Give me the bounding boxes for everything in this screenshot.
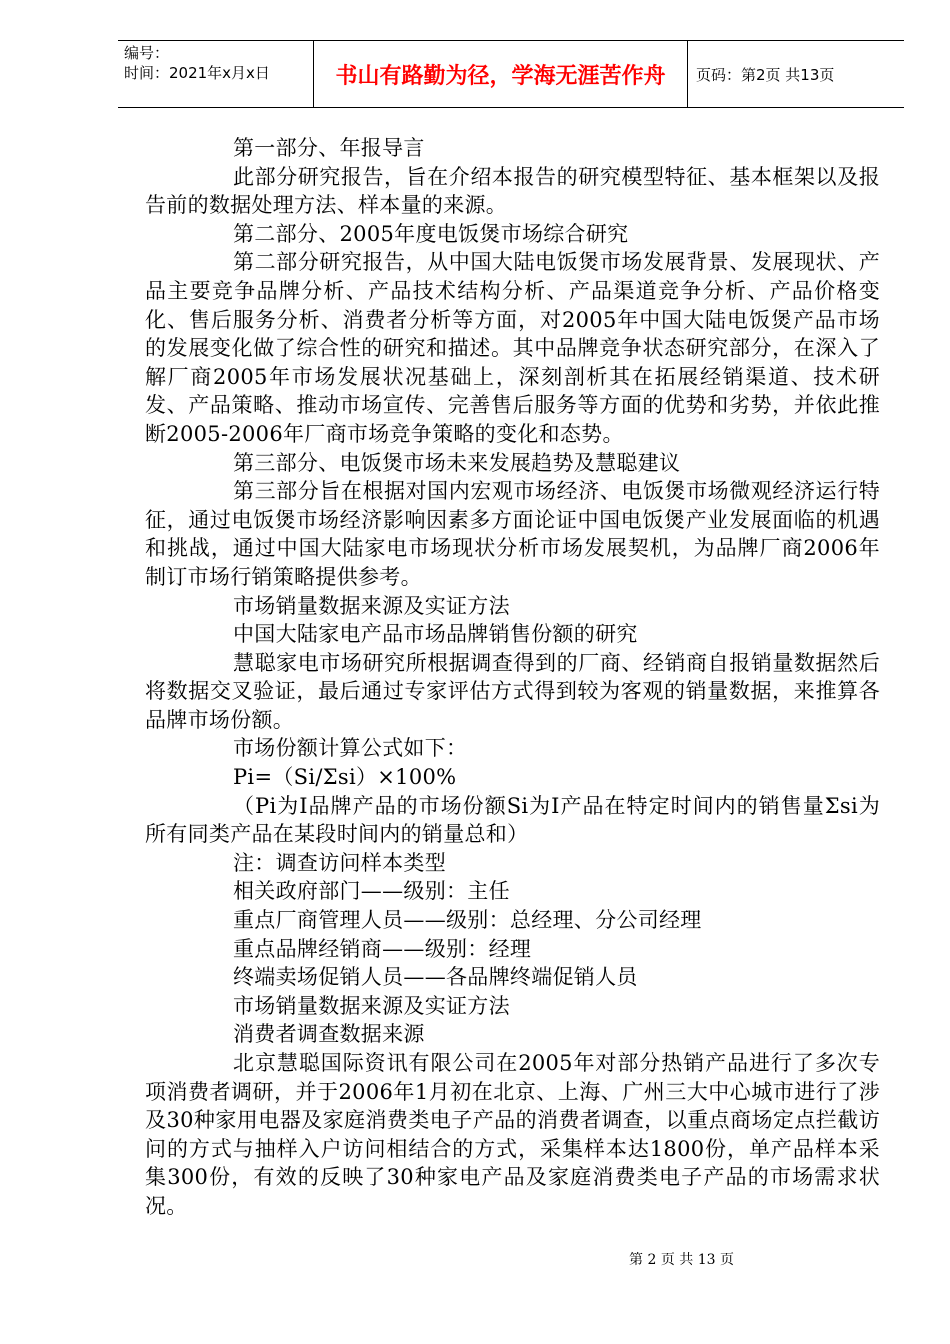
paragraph: （Pi为I品牌产品的市场份额Si为I产品在特定时间内的销售量Σsi为所有同类产品在某段时间内的销量总和） xyxy=(145,793,880,847)
paragraph: 第二部分研究报告，从中国大陆电饭煲市场发展背景、发展现状、产品主要竞争品牌分析、产品技术结构分析、产品渠道竞争分析、产品价格变化、售后服务分析、消费者分析等方面，对2005年中国大陆电饭煲产品市场的发展变化做了综合性的研究和描述。其中品牌竞争状态研究部分，在深入了解厂商2005年市场发展状况基础上，深刻剖析其在拓展经销渠道、技术研发、产品策略、推动市场宣传、完善售后服务等方面的优势和劣势，并依此推断2005-2006年厂商市场竞争策略的变化和态势。 xyxy=(145,250,880,446)
paragraph: 第二部分、2005年度电饭煲市场综合研究 xyxy=(233,221,629,246)
document-time-label: 时间：2021年x月x日 xyxy=(124,64,270,82)
paragraph: 市场销量数据来源及实证方法 xyxy=(233,993,510,1018)
page-footer: 第 2 页 共 13 页 xyxy=(629,1252,734,1268)
header-motto: 书山有路勤为径，学海无涯苦作舟 xyxy=(314,41,688,107)
paragraph: 消费者调查数据来源 xyxy=(233,1022,425,1047)
paragraph: 重点品牌经销商——级别：经理 xyxy=(233,936,532,961)
formula: Pi=（Si/Σsi）×100% xyxy=(233,765,457,790)
header-meta-cell xyxy=(118,41,314,107)
paragraph: 北京慧聪国际资讯有限公司在2005年对部分热销产品进行了多次专项消费者调研，并于2006年1月初在北京、上海、广州三大中心城市进行了涉及30种家用电器及家庭消费类电子产品的消费者调查，以重点商场定点拦截访问的方式与抽样入户访问相结合的方式，采集样本达1800份，单产品样本采集300份，有效的反映了30种家电产品及家庭消费类电子产品的市场需求状况。 xyxy=(145,1051,880,1218)
paragraph: 相关政府部门——级别：主任 xyxy=(233,879,510,904)
paragraph: 终端卖场促销人员——各品牌终端促销人员 xyxy=(233,965,638,990)
paragraph: 第三部分旨在根据对国内宏观市场经济、电饭煲市场微观经济运行特征，通过电饭煲市场经济影响因素多方面论证中国电饭煲产业发展面临的机遇和挑战，通过中国大陆家电市场现状分析市场发展契机，为品牌厂商2006年制订市场行销策略提供参考。 xyxy=(145,479,880,589)
paragraph: 市场销量数据来源及实证方法 xyxy=(233,593,510,618)
document-body xyxy=(145,134,880,1221)
paragraph: 第三部分、电饭煲市场未来发展趋势及慧聪建议 xyxy=(233,450,681,475)
paragraph: 中国大陆家电产品市场品牌销售份额的研究 xyxy=(233,622,638,647)
paragraph: 市场份额计算公式如下： xyxy=(233,736,468,761)
paragraph: 注：调查访问样本类型 xyxy=(233,850,446,875)
paragraph: 重点厂商管理人员——级别：总经理、分公司经理 xyxy=(233,908,702,933)
paragraph: 此部分研究报告，旨在介绍本报告的研究模型特征、基本框架以及报告前的数据处理方法、样本量的来源。 xyxy=(145,164,880,218)
document-number-label: 编号： xyxy=(124,44,170,62)
paragraph: 第一部分、年报导言 xyxy=(233,136,425,160)
header-page-number: 页码：第2页 共13页 xyxy=(696,65,835,84)
page-header xyxy=(118,40,904,108)
paragraph: 慧聪家电市场研究所根据调查得到的厂商、经销商自报销量数据然后将数据交叉验证，最后通过专家评估方式得到较为客观的销量数据，来推算各品牌市场份额。 xyxy=(145,650,880,732)
